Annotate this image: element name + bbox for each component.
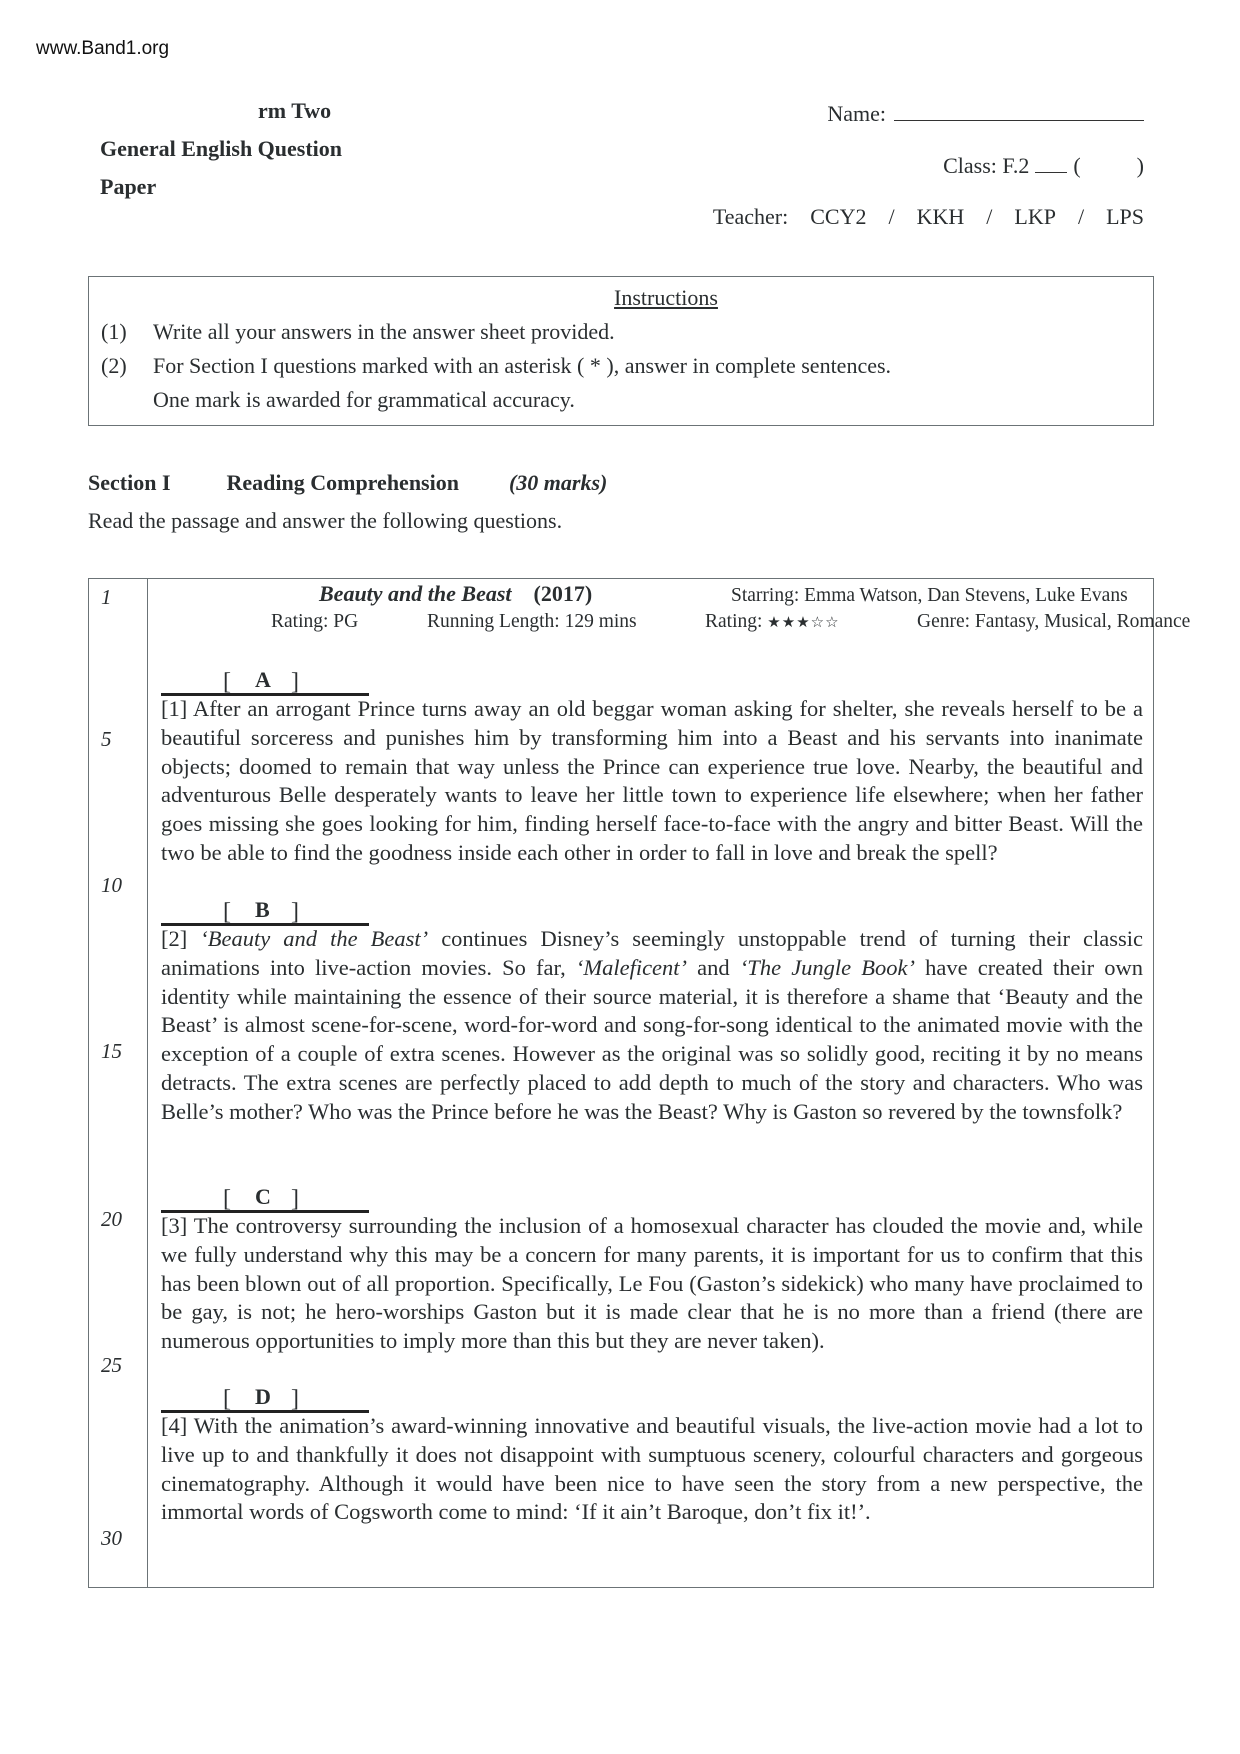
paper-title [100, 92, 342, 206]
bracket-close: ] [291, 899, 299, 925]
line-number: 1 [101, 585, 112, 609]
bracket-open: [ [223, 1386, 231, 1412]
paragraph-1: [1] After an arrogant Prince turns away an old beggar woman asking for shelter, she reveals herself to be a beautiful sorceress and punishes him by transforming him into a Beast and his servants into inanimate objects; doomed to remain that way unless the Prince can experience true love. Nearby, the beautiful and adventurous Belle desperately wants to leave her little town to experience life elsewhere; when her father goes missing she goes looking for him, finding herself face-to-face with the angry and bitter Beast. Will the two be able to find the goodness inside each other in order to fall in love and break the spell? [161, 696, 1143, 865]
class-number-open: ( [1073, 153, 1081, 178]
line-number: 10 [101, 873, 122, 897]
film-starring: Starring: Emma Watson, Dan Stevens, Luke Evans [731, 585, 1128, 606]
paragraph-2 [161, 925, 1143, 1127]
bracket-open: [ [223, 669, 231, 695]
line-number-gutter-divider [147, 579, 148, 1587]
film-title-ref: ‘Maleficent’ [575, 954, 688, 980]
separator: / [1077, 204, 1085, 229]
paragraph-text: have created their own identity while maintaining the essence of their source material, it is therefore a shame that ‘Beauty and the Beast’ is almost scene-for-scene, word-for-word and song-for-song identical to the animated movie with the exception of a couple of extra scenes. However as the original was so solidly good, reciting it by no means detracts. The extra scenes are perfectly placed to add depth to much of the story and characters. Who was Belle’s mother? Who was the Prince before he was the Beast? Why is Gaston so revered by the townsfolk? [161, 954, 1143, 1124]
separator: / [986, 204, 993, 229]
line-number: 30 [101, 1526, 122, 1550]
film-title: Beauty and the Beast [319, 581, 512, 606]
class-number-close: ) [1136, 153, 1144, 178]
paragraph-text: and [687, 954, 740, 980]
film-rating: Rating: PG [271, 611, 359, 632]
title-line-1: rm Two [258, 98, 332, 123]
class-row [713, 152, 1144, 204]
teacher-label: Teacher: [712, 204, 789, 229]
instructions-box [88, 276, 1154, 426]
section-title: Reading Comprehension [226, 470, 459, 495]
paragraph-3: [3] The controversy surrounding the inclusion of a homosexual character has clouded the movie and, while we fully understand why this may be a concern for many parents, it is important for us to confirm that this has been blown out of all proportion. Specifically, Le Fou (Gaston’s sidekick) who many have proclaimed to be gay, is not; he hero-worships Gaston but it is made clear that he is no more than a friend (there are numerous opportunities to imply more than this but they are never taken). [161, 1213, 1143, 1354]
paragraph-letter: D [255, 1384, 271, 1409]
bracket-open: [ [223, 899, 231, 925]
line-number: 20 [101, 1207, 122, 1231]
instruction-text: For Section I questions marked with an asterisk ( * ), answer in complete sentences. [153, 353, 892, 378]
class-field[interactable] [1035, 152, 1067, 173]
separator: / [888, 204, 895, 229]
bracket-close: ] [291, 1186, 299, 1212]
name-field[interactable] [894, 100, 1144, 121]
teacher-option[interactable]: LPS [1106, 204, 1144, 229]
paragraph-number: [2] [161, 926, 201, 951]
instructions-heading: Instructions [614, 285, 718, 310]
instruction-text: Write all your answers in the answer sheet provided. [153, 319, 615, 344]
bracket-close: ] [291, 1386, 299, 1412]
reading-passage [88, 578, 1191, 1588]
instruction-number: (1) [101, 319, 127, 344]
film-title-ref: ‘The Jungle Book’ [739, 954, 916, 980]
teacher-option[interactable]: CCY2 [810, 204, 867, 229]
film-title-ref: ‘Beauty and the Beast’ [200, 926, 429, 951]
instruction-number: (2) [101, 353, 127, 378]
instruction-item [101, 319, 1153, 345]
bracket-open: [ [223, 1186, 231, 1212]
paragraph-heading-blank[interactable] [161, 897, 369, 926]
paragraph-heading-blank[interactable] [161, 667, 369, 696]
paragraph-heading-blank[interactable] [161, 1384, 369, 1413]
film-year: (2017) [533, 581, 593, 606]
instruction-continuation: One mark is awarded for grammatical accuracy. [153, 387, 575, 412]
name-label: Name: [827, 101, 886, 126]
film-star-rating [705, 611, 840, 633]
film-title-row [319, 581, 592, 607]
name-row [713, 100, 1144, 152]
bracket-close: ] [291, 669, 299, 695]
paragraph-letter: A [255, 667, 271, 692]
star-rating-label: Rating: [705, 611, 763, 632]
line-number: 25 [101, 1353, 122, 1377]
title-line-3: Paper [100, 174, 157, 199]
title-line-2: General English Question [100, 136, 343, 161]
film-genre: Genre: Fantasy, Musical, Romance [917, 611, 1191, 632]
watermark: www.Band1.org [36, 38, 170, 59]
section-marks: (30 marks) [508, 470, 608, 495]
paragraph-text: continues Disney’s seemingly unstoppable trend of turning their classic animations into live-action movies. So far, [161, 926, 1143, 980]
instruction-item [101, 353, 1153, 379]
class-label: Class: F.2 [943, 153, 1030, 178]
line-number: 5 [101, 727, 112, 751]
film-running-length: Running Length: 129 mins [427, 611, 637, 632]
section-instruction: Read the passage and answer the following questions. [88, 508, 563, 533]
paragraph-4: [4] With the animation’s award-winning innovative and beautiful visuals, the live-action movie had a lot to live up to and thankfully it does not disappoint with sumptuous scenery, colourful characters and gorgeous cinematography. Although it would have been nice to have seen the story from a new perspective, the immortal words of Cogsworth come to mind: ‘If it ain’t Baroque, don’t fix it!’. [161, 1413, 1143, 1525]
teacher-option[interactable]: KKH [916, 204, 965, 229]
teacher-row [713, 204, 1144, 256]
paragraph-letter: B [255, 897, 270, 922]
paragraph-heading-blank[interactable] [161, 1184, 369, 1213]
teacher-option[interactable]: LKP [1014, 204, 1056, 229]
line-number: 15 [101, 1039, 122, 1063]
section-heading [88, 470, 607, 496]
star-rating-icon: ★★★☆☆ [767, 613, 840, 631]
student-info [713, 100, 1144, 256]
paragraph-letter: C [255, 1184, 271, 1209]
section-label: Section I [88, 470, 171, 495]
